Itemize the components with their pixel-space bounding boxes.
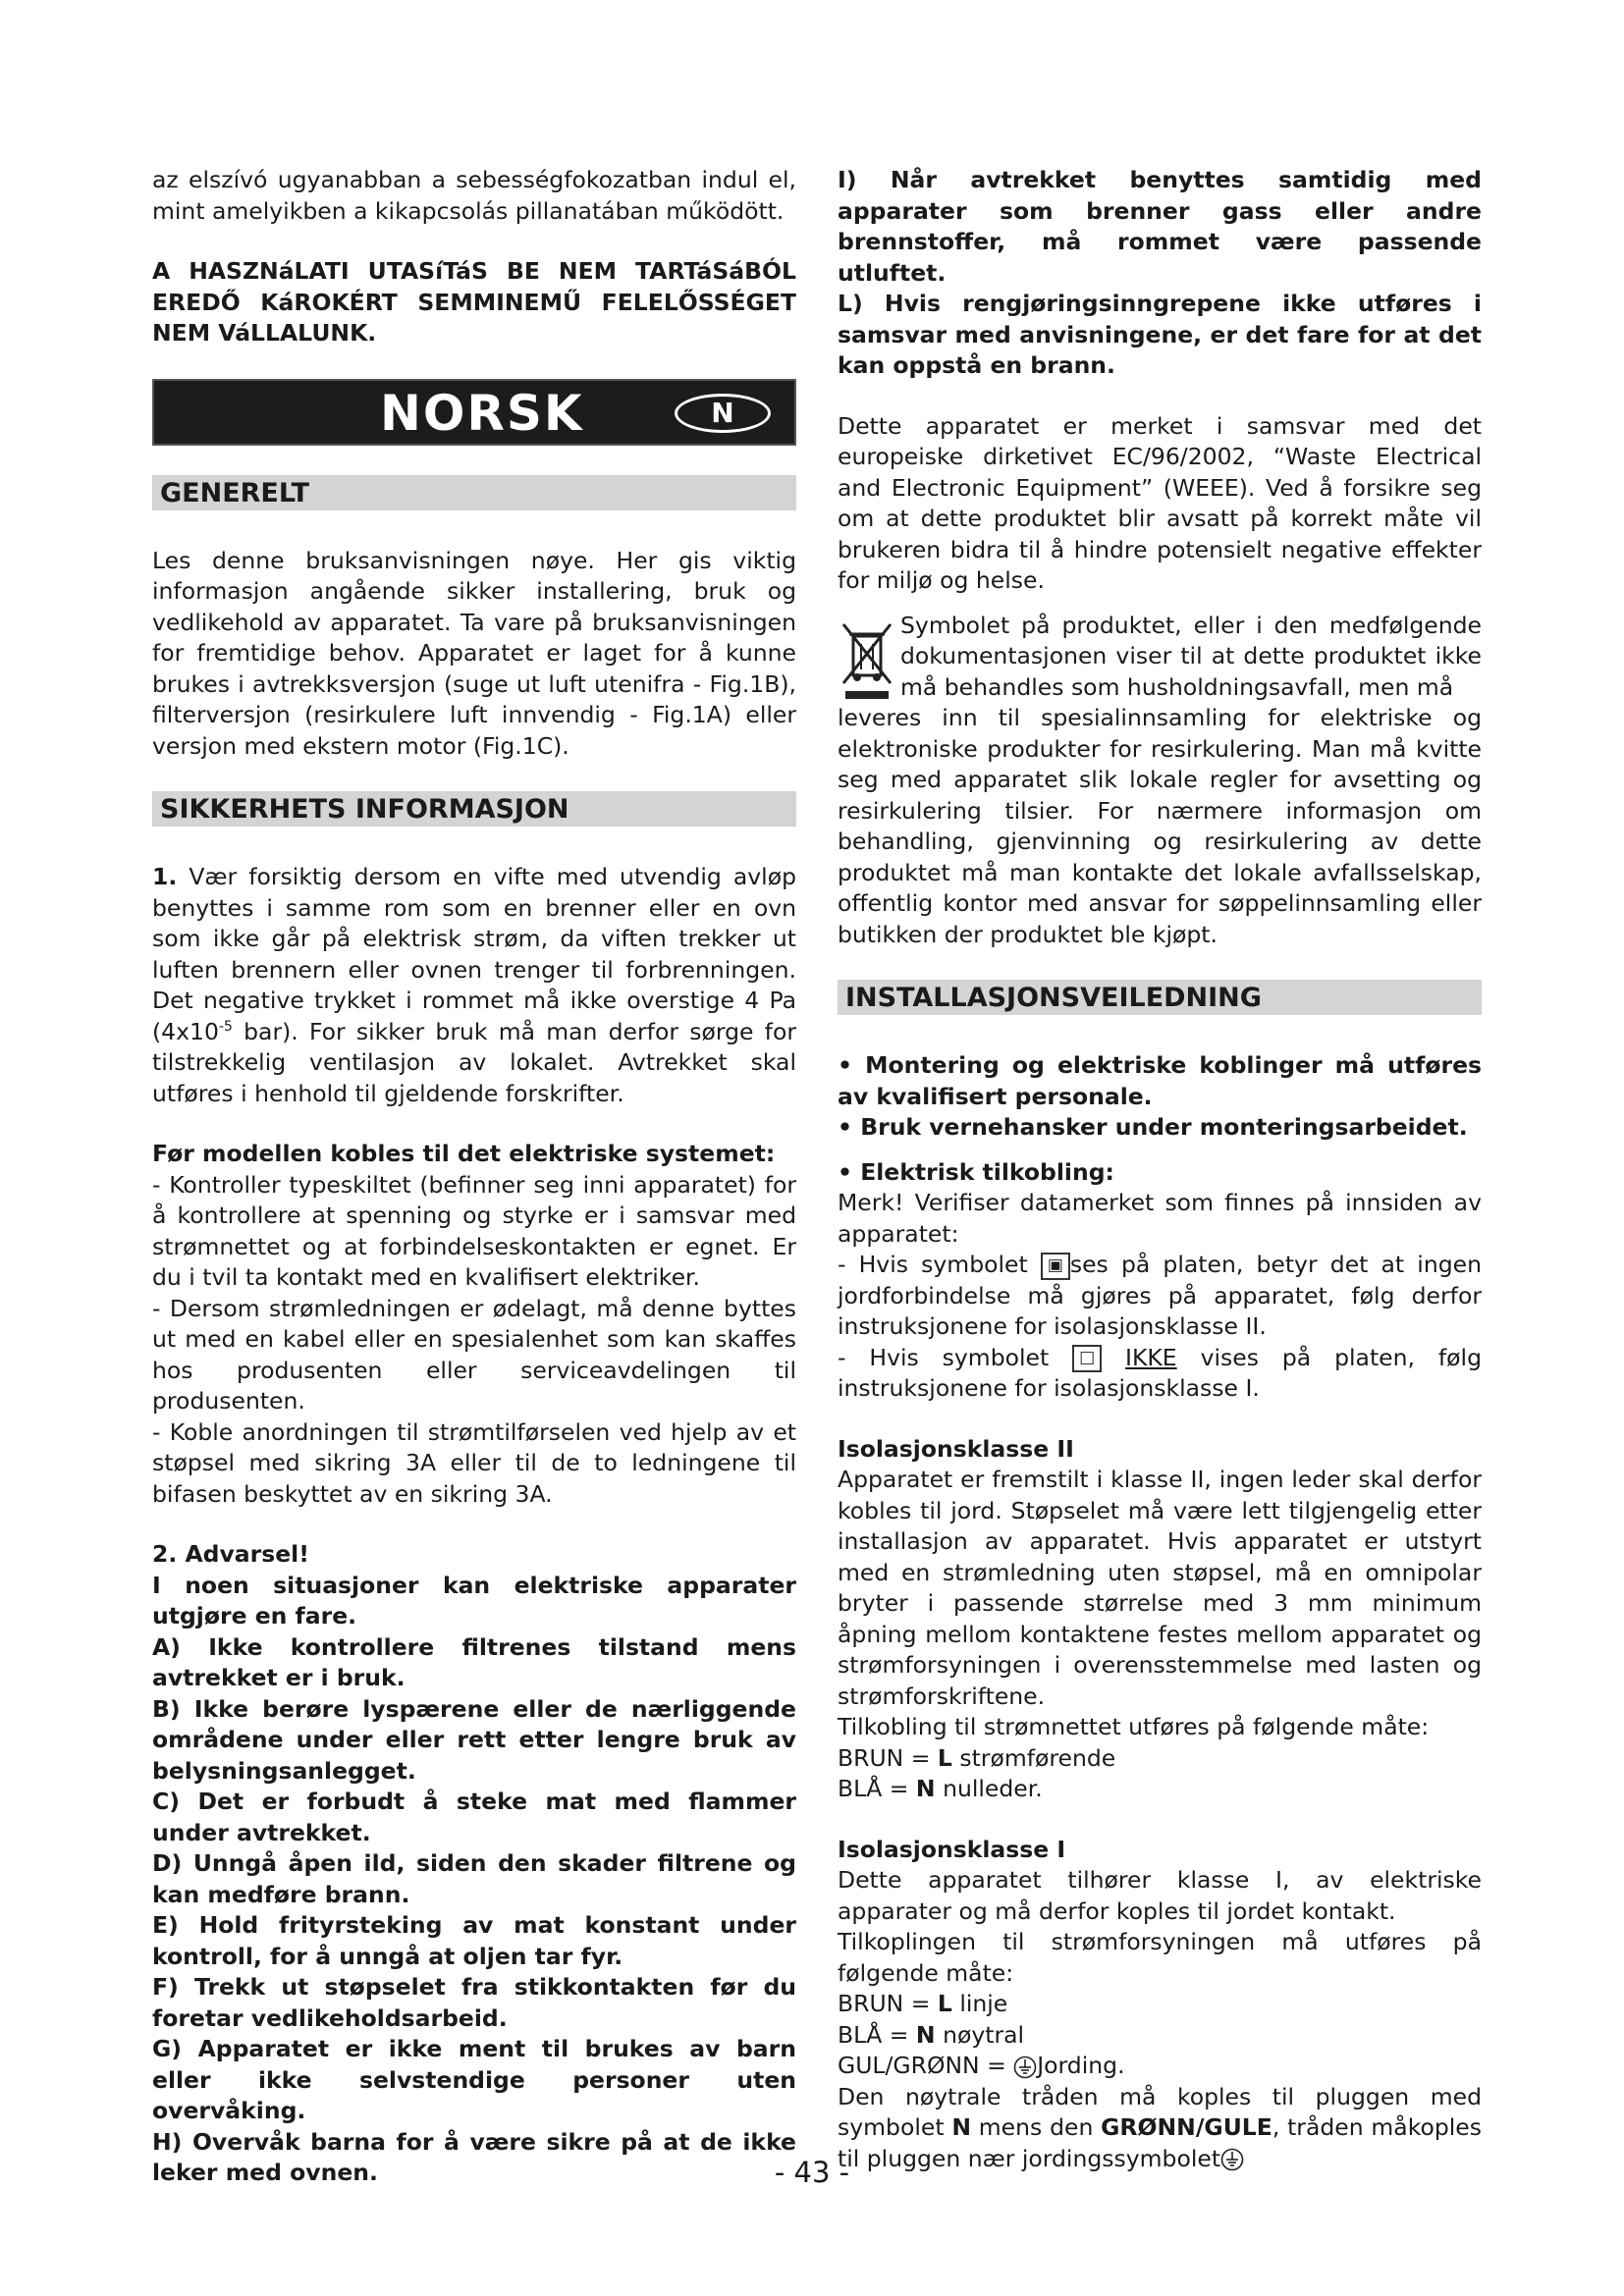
colour-word: GRØNN/GULE (1101, 2113, 1272, 2141)
before-connection-p2: - Dersom strømledningen er ødelagt, må denne byttes ut med en kabel eller en spesialenhet som kan skaffes hos produsenten eller serviceavdelingen til produsenten. (152, 1294, 796, 1415)
section-heading-sikkerhet: SIKKERHETS INFORMASJON (152, 791, 796, 827)
intro-hungarian: az elszívó ugyanabban a sebességfokozatban indul el, mint amelyikben a kikapcsolás pillanatában működött. (152, 166, 796, 225)
item-number: 1. (152, 863, 178, 890)
double-square-icon: □ (1072, 1345, 1102, 1372)
before-connection-heading: Før modellen kobles til det elektriske systemet: (152, 1140, 776, 1167)
letter: L (937, 1743, 952, 1772)
weee-block (838, 611, 1482, 951)
install-bullet-3: • Elektrisk tilkobling: (838, 1157, 1114, 1186)
class1-yellow-green (838, 2051, 1482, 2082)
warning-item-a: A) Ikke kontrollere filtrenes tilstand mens avtrekket er i bruk. (152, 1632, 796, 1691)
weee-symbol-text-cont: leveres inn til spesialinnsamling for elektriske og elektroniske produkter for resirkulering. Man må kvitte seg med apparatet slik lokale regler for avsetting og resirkulering tilsier. For nærmere informasjon om behandling, gjenvinning og resirkulering av dette produktet må man kontakte det lokale avfallsselskap, offentlig kontor med ansvar for søppelinnsamling eller butikken der produktet ble kjøpt. (838, 704, 1482, 948)
hvis1-text: ses på platen, betyr det at ingen jordforbindelse må gjøres på apparatet, følg derfor instruksjonene for isolasjonsklasse II. (838, 1251, 1482, 1340)
left-column (152, 165, 796, 2189)
exponent: -5 (218, 1018, 233, 1035)
warning-item-i: I) Når avtrekket benyttes samtidig med apparater som brenner gass eller andre brennstoffer, må rommet være passende utluftet. (838, 166, 1482, 287)
before-connection-p1: - Kontroller typeskiltet (befinner seg inni apparatet) for å kontrollere at spenning og styrke er i samsvar med strømnettet og at forbindelseskontakten er egnet. Er du i tvil ta kontakt med en kvalifisert elektriker. (152, 1170, 796, 1291)
merk-text: Merk! Verifiser datamerket som finnes på innsiden av apparatet: (838, 1189, 1482, 1248)
letter: N (915, 2020, 936, 2049)
class2-symbol-line (838, 1250, 1482, 1343)
ikke-word: IKKE (1125, 1343, 1177, 1371)
class2-heading: Isolasjonsklasse II (838, 1434, 1074, 1463)
label: GUL/GRØNN = (838, 2052, 1014, 2079)
section-heading-install: INSTALLASJONSVEILEDNING (838, 980, 1482, 1015)
label: BRUN = (838, 1990, 938, 2017)
warning-item-c: C) Det er forbudt å steke mat med flammer under avtrekket. (152, 1788, 796, 1846)
warning-item-g: G) Apparatet er ikke ment til brukes av barn eller ikke selvstendige personer uten overvåking. (152, 2035, 796, 2124)
class1-text: Dette apparatet tilhører klasse I, av elektriske apparater og må derfor koples til jordet kontakt. (838, 1866, 1482, 1925)
class1-brown (838, 1989, 1482, 2020)
part-c: , tråden måkoples til pluggen nær jordingssymbolet (838, 2113, 1482, 2172)
desc: strømførende (951, 1743, 1116, 1772)
class2-brown (838, 1743, 1482, 1775)
class1-heading: Isolasjonsklasse I (838, 1835, 1066, 1863)
hvis1-prefix: - Hvis symbolet (838, 1251, 1041, 1278)
class1-symbol-line (838, 1343, 1482, 1405)
item1-text-b: bar). For sikker bruk må man derfor sørge for tilstrekkelig ventilasjon av lokalet. Avtrekket skal utføres i henhold til gjeldende forskrifter. (152, 1017, 796, 1107)
weee-paragraph: Dette apparatet er merket i samsvar med det europeiske dirketivet EC/96/2002, “Waste Electrical and Electronic Equipment” (WEEE). Ved å forsikre seg om at dette produktet blir avsatt på korrekt måte vil brukeren bidra til å hindre potensielt negative effekter for miljø og helse. (838, 411, 1482, 594)
install-bullet-1: • Montering og elektriske koblinger må utføres av kvalifisert personale. (838, 1051, 1482, 1110)
language-banner (152, 379, 796, 446)
class2-blue (838, 1774, 1482, 1805)
letter: N (951, 2113, 971, 2141)
warning-item-e: E) Hold frityrsteking av mat konstant under kontroll, for å unngå at oljen tar fyr. (152, 1911, 796, 1970)
right-column (838, 165, 1482, 2174)
warning-item-f: F) Trekk ut støpselet fra stikkontakten før du foretar vedlikeholdsarbeid. (152, 1973, 796, 2032)
safety-item-1 (152, 862, 796, 1109)
warning-heading: 2. Advarsel! (152, 1540, 309, 1568)
part-b: mens den (971, 2113, 1102, 2141)
page-number: - 43 - (774, 2156, 850, 2189)
warning-item-h: H) Overvåk barna for å være sikre på at de ikke leker med ovnen. (152, 2127, 796, 2186)
install-bullet-2: • Bruk vernehansker under monteringsarbeidet. (838, 1113, 1468, 1141)
desc: linje (951, 1990, 1008, 2017)
warning-item-d: D) Unngå åpen ild, siden den skader filtrene og kan medføre brann. (152, 1849, 796, 1908)
weee-symbol-text: Symbolet på produktet, eller i den medfølgende dokumentasjonen viser til at dette produktet ikke må behandles som husholdningsavfall, men må (900, 611, 1482, 701)
language-badge: N (675, 394, 771, 433)
earth-icon (1013, 2056, 1037, 2079)
label: BRUN = (838, 1743, 938, 1772)
warning-item-l: L) Hvis rengjøringsinngrepene ikke utføres i samsvar med anvisningene, er det fare for at det kan oppstå en brann. (838, 290, 1482, 379)
part-a: Den nøytrale tråden må koples til pluggen med symbolet (838, 2082, 1482, 2141)
before-connection-p3: - Koble anordningen til strømtilførselen ved hjelp av et støpsel med sikring 3A eller til de to ledningene til bifasen beskyttet av en sikring 3A. (152, 1417, 796, 1508)
crossed-bin-icon (841, 618, 893, 701)
label: BLÅ = (838, 2020, 916, 2049)
class2-text: Apparatet er fremstilt i klasse II, ingen leder skal derfor kobles til jord. Støpselet må være lett tilgjengelig etter installasjon av apparatet. Hvis apparatet er utstyrt med en strømledning uten støpsel, må en omnipolar bryter i passende størrelse med 3 mm minimum åpning mellom kontaktene festes mellom apparatet og strømforsyningen i overensstemmelse med lasten og strømforskriftene. (838, 1466, 1482, 1710)
letter: N (915, 1775, 936, 1802)
desc: nulleder. (935, 1775, 1043, 1802)
warning-item-b: B) Ikke berøre lyspærene eller de nærliggende områdene under eller rett etter lengre bruk av belysningsanlegget. (152, 1694, 796, 1785)
hvis2-prefix: - Hvis symbolet (838, 1343, 1073, 1371)
letter: L (937, 1990, 952, 2017)
label: BLÅ = (838, 1775, 916, 1802)
generelt-text: Les denne bruksanvisningen nøye. Her gis viktig informasjon angående sikker installering, bruk og vedlikehold av apparatet. Ta vare på bruksanvisningen for fremtidige behov. Apparatet er laget for å kunne brukes i avtrekksversjon (suge ut luft utenifra - Fig.1B), filterversjon (resirkulere luft innvendig - Fig.1A) eller versjon med ekstern motor (Fig.1C). (152, 546, 796, 760)
hvis2-text: vises på platen, følg instruksjonene for isolasjonsklasse I. (838, 1343, 1482, 1402)
desc: Jording. (1037, 2052, 1125, 2079)
class1-connection: Tilkoplingen til strømforsyningen må utføres på følgende måte: (838, 1928, 1482, 1987)
class2-connection: Tilkobling til strømnettet utføres på følgende måte: (838, 1713, 1430, 1740)
desc: nøytral (935, 2020, 1025, 2049)
warning-hungarian: A HASZNáLATI UTASíTáS BE NEM TARTáSáBÓL EREDŐ KáROKÉRT SEMMINEMŰ FELELŐSSÉGET NEM VáLLALUNK. (152, 257, 796, 347)
language-title: NORSK (380, 384, 584, 442)
double-square-icon: ▣ (1041, 1253, 1070, 1280)
class1-blue (838, 2020, 1482, 2052)
section-heading-generelt: GENERELT (152, 475, 796, 510)
warning-intro: I noen situasjoner kan elektriske apparater utgjøre en fare. (152, 1571, 796, 1629)
item1-text-a: Vær forsiktig dersom en vifte med utvendig avløp benyttes i samme rom som en brenner eller en ovn som ikke går på elektrisk strøm, da viften trekker ut luften brennern eller ovnen trenger til forbrenningen. Det negative trykket i rommet må ikke overstige 4 Pa (4x10 (152, 863, 796, 1045)
